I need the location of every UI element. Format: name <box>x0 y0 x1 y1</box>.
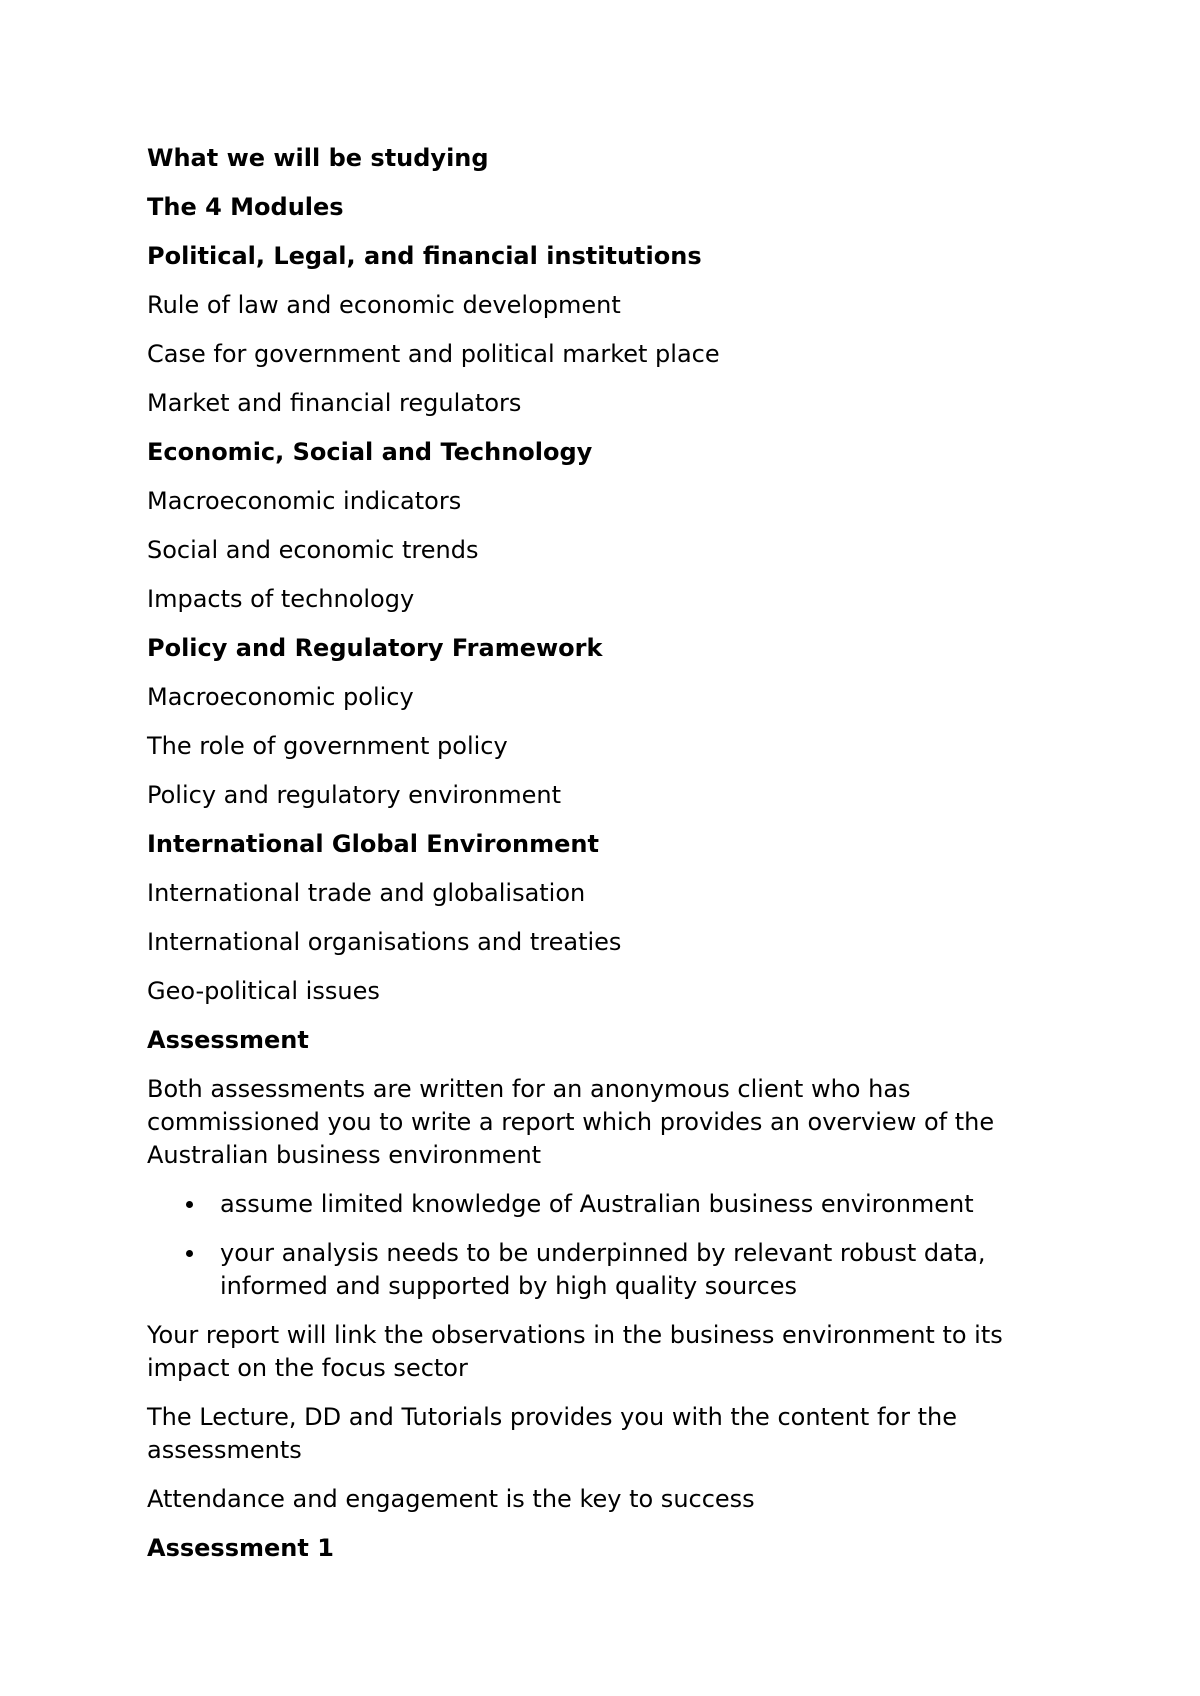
document-title: What we will be studying <box>147 144 489 172</box>
assessment-paragraph: Your report will link the observations in the business environment to its impact on the focus sector <box>147 1321 1003 1382</box>
assessment-intro: Both assessments are written for an anonymous client who has commissioned you to write a report which provides an overview of the Australian business environment <box>147 1075 995 1169</box>
module-4-item: International trade and globalisation <box>147 879 586 907</box>
bullet-item <box>147 1188 1047 1221</box>
module-4-heading: International Global Environment <box>147 830 599 858</box>
module-3-item: Policy and regulatory environment <box>147 781 562 809</box>
assessment-bullet-list <box>147 1188 1047 1303</box>
module-3-item: Macroeconomic policy <box>147 683 414 711</box>
assessment-1-heading: Assessment 1 <box>147 1534 334 1562</box>
module-3-heading: Policy and Regulatory Framework <box>147 634 603 662</box>
module-1-item: Rule of law and economic development <box>147 291 621 319</box>
module-2-heading: Economic, Social and Technology <box>147 438 593 466</box>
assessment-paragraph: Attendance and engagement is the key to success <box>147 1485 755 1513</box>
module-4-item: Geo-political issues <box>147 977 380 1005</box>
assessment-paragraph: The Lecture, DD and Tutorials provides you with the content for the assessments <box>147 1403 957 1464</box>
module-4-item: International organisations and treaties <box>147 928 622 956</box>
bullet-item <box>147 1237 1047 1303</box>
bullet-icon <box>186 1201 193 1208</box>
module-2-item: Social and economic trends <box>147 536 479 564</box>
module-3-item: The role of government policy <box>147 732 508 760</box>
module-2-item: Macroeconomic indicators <box>147 487 462 515</box>
module-2-item: Impacts of technology <box>147 585 415 613</box>
module-1-item: Market and financial regulators <box>147 389 522 417</box>
bullet-icon <box>186 1250 193 1257</box>
document-page <box>147 142 1047 1581</box>
modules-heading: The 4 Modules <box>147 193 344 221</box>
module-1-heading: Political, Legal, and financial institutions <box>147 242 702 270</box>
assessment-heading: Assessment <box>147 1026 309 1054</box>
bullet-text: your analysis needs to be underpinned by relevant robust data, informed and supported by high quality sources <box>220 1239 986 1300</box>
module-1-item: Case for government and political market place <box>147 340 720 368</box>
bullet-text: assume limited knowledge of Australian business environment <box>220 1190 974 1218</box>
